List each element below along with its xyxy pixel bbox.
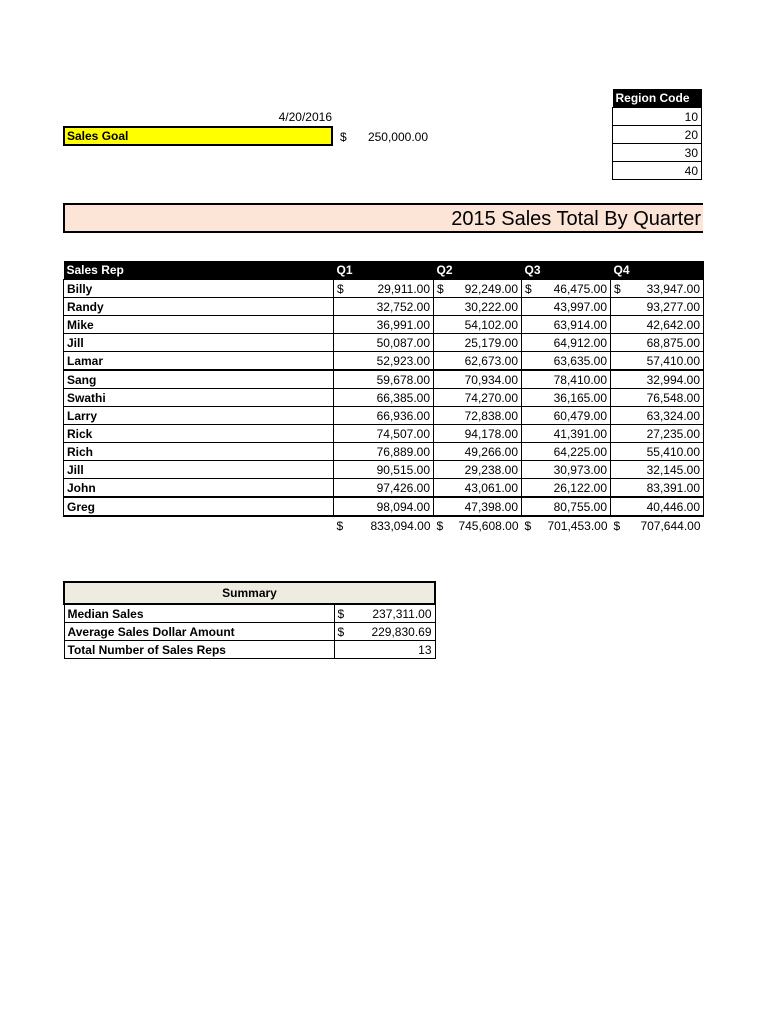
- region-code-header[interactable]: Region Code: [613, 89, 702, 108]
- cell-value: 76,548.00: [646, 390, 700, 405]
- region-code-cell[interactable]: 40: [613, 162, 702, 180]
- sales-rep-name[interactable]: Rich: [64, 443, 334, 461]
- totals-row: [64, 516, 704, 534]
- quarter-value-q1[interactable]: [334, 298, 434, 316]
- quarter-value-q2[interactable]: [434, 497, 522, 516]
- cell-value: 63,914.00: [553, 317, 607, 332]
- quarter-value-q1[interactable]: [334, 443, 434, 461]
- quarter-value-q1[interactable]: [334, 280, 434, 298]
- quarter-value-q4[interactable]: [611, 298, 704, 316]
- quarter-value-q3[interactable]: [522, 461, 611, 479]
- table-row: [64, 407, 704, 425]
- currency-symbol: $: [337, 624, 345, 639]
- quarter-value-q4[interactable]: [611, 497, 704, 516]
- quarter-value-q2[interactable]: [434, 479, 522, 498]
- sales-rep-name[interactable]: Mike: [64, 316, 334, 334]
- column-header-q1[interactable]: Q1: [334, 261, 434, 280]
- cell-value: 32,752.00: [376, 299, 430, 314]
- summary-row: [64, 604, 435, 623]
- column-header-q4[interactable]: Q4: [611, 261, 704, 280]
- quarter-value-q2[interactable]: [434, 425, 522, 443]
- cell-value: 68,875.00: [646, 335, 700, 350]
- total-q2[interactable]: [434, 516, 522, 534]
- quarter-value-q4[interactable]: [611, 389, 704, 407]
- table-row: [64, 497, 704, 516]
- cell-value: 25,179.00: [464, 335, 518, 350]
- sales-rep-name[interactable]: Swathi: [64, 389, 334, 407]
- quarter-value-q1[interactable]: [334, 334, 434, 352]
- table-row: [64, 334, 704, 352]
- quarter-value-q4[interactable]: [611, 280, 704, 298]
- currency-symbol: $: [613, 518, 621, 533]
- quarter-value-q3[interactable]: [522, 370, 611, 389]
- sales-rep-name[interactable]: Jill: [64, 461, 334, 479]
- cell-value: 59,678.00: [376, 372, 430, 387]
- quarter-value-q2[interactable]: [434, 370, 522, 389]
- summary-label[interactable]: Average Sales Dollar Amount: [64, 623, 334, 641]
- summary-row: [64, 641, 435, 659]
- cell-value: 60,479.00: [553, 408, 607, 423]
- sales-table-header-row: [64, 261, 704, 280]
- cell-value: 32,145.00: [646, 462, 700, 477]
- cell-value: 43,997.00: [553, 299, 607, 314]
- cell-value: 74,507.00: [376, 426, 430, 441]
- cell-value: 707,644.00: [640, 518, 701, 533]
- cell-value: 54,102.00: [464, 317, 518, 332]
- currency-symbol: $: [437, 281, 444, 296]
- region-code-cell[interactable]: 20: [613, 126, 702, 144]
- cell-value: 229,830.69: [371, 624, 432, 639]
- cell-value: 66,936.00: [376, 408, 430, 423]
- cell-value: 57,410.00: [646, 353, 700, 368]
- quarter-value-q4[interactable]: [611, 479, 704, 498]
- quarter-value-q1[interactable]: [334, 370, 434, 389]
- cell-value: 29,911.00: [377, 281, 430, 296]
- cell-value: 94,178.00: [464, 426, 518, 441]
- quarter-value-q2[interactable]: [434, 461, 522, 479]
- cell-value: 63,635.00: [553, 353, 607, 368]
- cell-value: 90,515.00: [376, 462, 430, 477]
- cell-value: 80,755.00: [553, 499, 607, 514]
- region-code-cell[interactable]: 10: [613, 108, 702, 126]
- sales-rep-name[interactable]: Lamar: [64, 352, 334, 371]
- currency-symbol: $: [336, 518, 344, 533]
- quarter-value-q2[interactable]: [434, 298, 522, 316]
- quarter-value-q3[interactable]: [522, 425, 611, 443]
- table-row: [64, 298, 704, 316]
- cell-value: 745,608.00: [458, 518, 519, 533]
- cell-value: 78,410.00: [553, 372, 607, 387]
- cell-value: 32,994.00: [646, 372, 700, 387]
- currency-symbol: $: [614, 281, 621, 296]
- region-code-cell[interactable]: 30: [613, 144, 702, 162]
- quarter-value-q3[interactable]: [522, 280, 611, 298]
- column-header-q3[interactable]: Q3: [522, 261, 611, 280]
- summary-label[interactable]: Median Sales: [64, 604, 334, 623]
- table-row: [64, 280, 704, 298]
- cell-value: 237,311.00: [372, 606, 432, 621]
- cell-value: 92,249.00: [464, 281, 518, 296]
- quarter-value-q2[interactable]: [434, 443, 522, 461]
- cell-value: 29,238.00: [464, 462, 518, 477]
- cell-value: 93,277.00: [646, 299, 700, 314]
- summary-value[interactable]: [334, 623, 435, 641]
- cell-value: 76,889.00: [376, 444, 430, 459]
- totals-label-cell: [64, 516, 334, 534]
- quarter-value-q2[interactable]: [434, 316, 522, 334]
- quarter-value-q1[interactable]: [334, 316, 434, 334]
- table-row: [64, 443, 704, 461]
- sales-rep-name[interactable]: Sang: [64, 370, 334, 389]
- summary-value[interactable]: [334, 604, 435, 623]
- sales-rep-name[interactable]: Rick: [64, 425, 334, 443]
- cell-value: 66,385.00: [376, 390, 430, 405]
- quarter-value-q4[interactable]: [611, 352, 704, 371]
- quarter-value-q3[interactable]: [522, 298, 611, 316]
- quarter-value-q4[interactable]: [611, 443, 704, 461]
- cell-value: 64,912.00: [553, 335, 607, 350]
- cell-value: 72,838.00: [464, 408, 518, 423]
- cell-value: 36,165.00: [553, 390, 607, 405]
- quarter-value-q1[interactable]: [334, 352, 434, 371]
- cell-value: 33,947.00: [646, 281, 700, 296]
- quarter-value-q4[interactable]: [611, 334, 704, 352]
- total-q3[interactable]: [522, 516, 611, 534]
- quarter-value-q2[interactable]: [434, 407, 522, 425]
- cell-value: 43,061.00: [464, 480, 518, 495]
- quarter-value-q3[interactable]: [522, 389, 611, 407]
- cell-value: 42,642.00: [646, 317, 700, 332]
- total-q4[interactable]: [611, 516, 704, 534]
- column-header-sales-rep[interactable]: Sales Rep: [64, 261, 334, 280]
- sales-goal-label[interactable]: Sales Goal: [63, 126, 333, 146]
- column-header-q2[interactable]: Q2: [434, 261, 522, 280]
- sales-goal-currency-symbol: $: [340, 130, 347, 144]
- quarter-value-q3[interactable]: [522, 443, 611, 461]
- cell-value: 40,446.00: [646, 499, 700, 514]
- quarter-value-q3[interactable]: [522, 334, 611, 352]
- quarter-value-q4[interactable]: [611, 425, 704, 443]
- cell-value: 30,222.00: [464, 299, 518, 314]
- cell-value: 97,426.00: [376, 480, 430, 495]
- sales-goal-value[interactable]: 250,000.00: [367, 130, 428, 144]
- quarter-value-q1[interactable]: [334, 425, 434, 443]
- sales-rep-name[interactable]: Larry: [64, 407, 334, 425]
- cell-value: 41,391.00: [553, 426, 607, 441]
- table-row: [64, 425, 704, 443]
- currency-symbol: $: [524, 518, 532, 533]
- sales-rep-name[interactable]: Greg: [64, 497, 334, 516]
- quarter-value-q1[interactable]: [334, 389, 434, 407]
- cell-value: 74,270.00: [464, 390, 518, 405]
- summary-value[interactable]: 13: [334, 641, 435, 659]
- sales-rep-name[interactable]: Billy: [64, 280, 334, 298]
- table-row: [64, 389, 704, 407]
- cell-value: 26,122.00: [553, 480, 607, 495]
- cell-value: 62,673.00: [464, 353, 518, 368]
- quarter-value-q4[interactable]: [611, 370, 704, 389]
- currency-symbol: $: [337, 606, 345, 621]
- table-row: [64, 479, 704, 498]
- currency-symbol: $: [525, 281, 532, 296]
- summary-label[interactable]: Total Number of Sales Reps: [64, 641, 334, 659]
- total-q1[interactable]: [334, 516, 434, 534]
- currency-symbol: $: [337, 281, 344, 296]
- quarter-value-q4[interactable]: [611, 407, 704, 425]
- cell-value: 46,475.00: [553, 281, 607, 296]
- quarter-value-q3[interactable]: [522, 352, 611, 371]
- region-code-table: [612, 89, 702, 180]
- quarter-value-q4[interactable]: [611, 461, 704, 479]
- quarter-value-q3[interactable]: [522, 497, 611, 516]
- cell-value: 47,398.00: [464, 499, 518, 514]
- cell-value: 50,087.00: [376, 335, 430, 350]
- cell-value: 49,266.00: [464, 444, 518, 459]
- sales-rep-name[interactable]: Randy: [64, 298, 334, 316]
- cell-value: 30,973.00: [553, 462, 607, 477]
- quarter-value-q1[interactable]: [334, 407, 434, 425]
- sales-rep-name[interactable]: John: [64, 479, 334, 498]
- cell-value: 63,324.00: [646, 408, 700, 423]
- sales-table: [63, 261, 704, 534]
- cell-value: 27,235.00: [646, 426, 700, 441]
- cell-value: 83,391.00: [646, 480, 700, 495]
- summary-row: [64, 623, 435, 641]
- summary-table: [63, 581, 436, 659]
- cell-value: 36,991.00: [376, 317, 430, 332]
- quarter-value-q2[interactable]: [434, 334, 522, 352]
- cell-value: 701,453.00: [547, 518, 608, 533]
- quarter-value-q3[interactable]: [522, 407, 611, 425]
- quarter-value-q2[interactable]: [434, 280, 522, 298]
- report-date[interactable]: 4/20/2016: [278, 110, 332, 124]
- title-banner: [63, 203, 703, 233]
- quarter-value-q3[interactable]: [522, 479, 611, 498]
- quarter-value-q3[interactable]: [522, 316, 611, 334]
- table-row: [64, 316, 704, 334]
- quarter-value-q1[interactable]: [334, 497, 434, 516]
- summary-title[interactable]: Summary: [64, 582, 435, 604]
- sales-rep-name[interactable]: Jill: [64, 334, 334, 352]
- cell-value: 52,923.00: [376, 353, 430, 368]
- quarter-value-q2[interactable]: [434, 389, 522, 407]
- report-title[interactable]: 2015 Sales Total By Quarter: [451, 208, 701, 230]
- currency-symbol: $: [436, 518, 444, 533]
- quarter-value-q1[interactable]: [334, 479, 434, 498]
- quarter-value-q1[interactable]: [334, 461, 434, 479]
- cell-value: 64,225.00: [553, 444, 607, 459]
- cell-value: 98,094.00: [376, 499, 430, 514]
- cell-value: 833,094.00: [370, 518, 431, 533]
- quarter-value-q4[interactable]: [611, 316, 704, 334]
- table-row: [64, 461, 704, 479]
- cell-value: 55,410.00: [646, 444, 700, 459]
- table-row: [64, 352, 704, 371]
- quarter-value-q2[interactable]: [434, 352, 522, 371]
- cell-value: 70,934.00: [464, 372, 518, 387]
- table-row: [64, 370, 704, 389]
